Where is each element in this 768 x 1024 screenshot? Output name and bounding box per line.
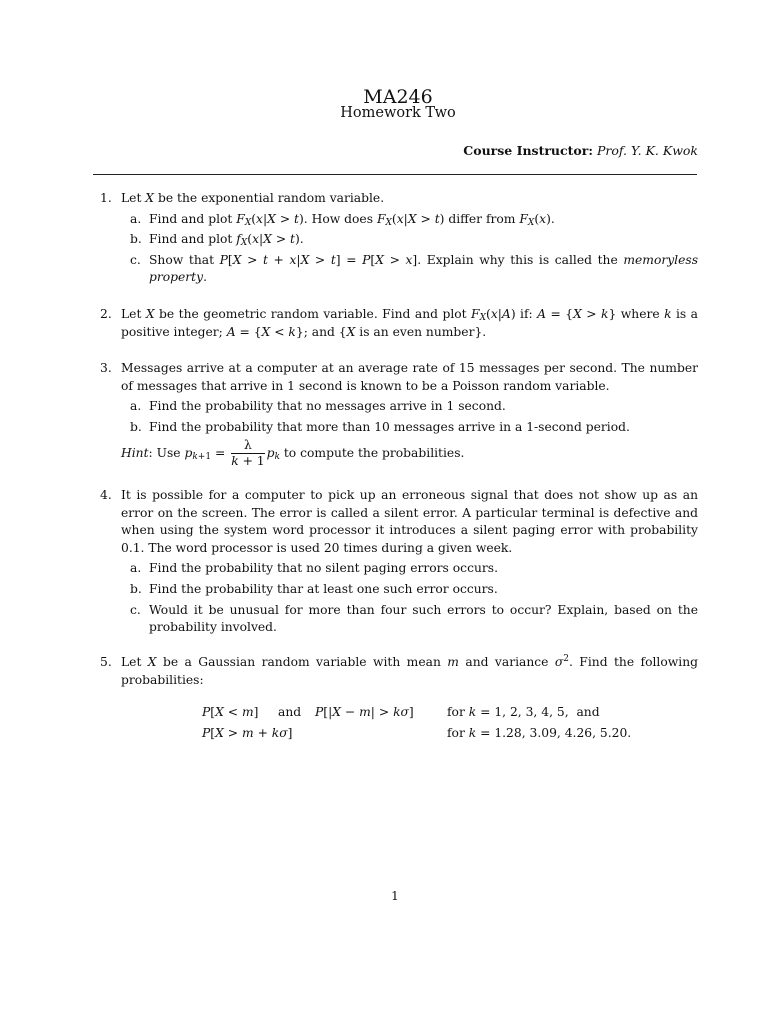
page-number: 1 xyxy=(391,889,399,903)
hint-label: Hint xyxy=(121,446,149,461)
instructor-label: Course Instructor: xyxy=(463,143,593,158)
hint-fraction xyxy=(231,438,264,469)
part-letter: a. xyxy=(130,399,142,414)
equation-left-1: P[X < m] xyxy=(202,705,259,719)
part-text: Find the probability thar at least one such error occurs. xyxy=(149,581,498,596)
equation-left-2: P[X > m + kσ] xyxy=(202,726,293,740)
course-code: MA246 xyxy=(363,86,433,108)
problem-part xyxy=(121,602,698,637)
problem-part xyxy=(121,560,698,578)
problem-text: Let X be a Gaussian random variable with mean m and variance $\sigma^2$. Find the following probabilities: xyxy=(121,654,698,687)
problem-4 xyxy=(100,487,698,637)
part-letter: c. xyxy=(130,252,141,267)
hint: Hint: Use $p_{k+1}$ = $\frac{\lambda}{k + 1}$ $p_k$ to compute the probabilities. xyxy=(121,438,465,469)
equation-and: and xyxy=(278,705,302,719)
problem-5 xyxy=(100,654,698,689)
problem-3 xyxy=(100,360,698,470)
part-text: Find the probability that no silent paging errors occurs. xyxy=(149,561,498,576)
part-text: Would it be unusual for more than four such errors to occur? Explain, based on the probability involved. xyxy=(149,602,698,635)
problem-part xyxy=(121,419,698,437)
problem-number: 5. xyxy=(100,655,112,669)
part-text: Find the probability that more than 10 messages arrive in a 1-second period. xyxy=(149,419,630,434)
equation-condition-2: for k = 1.28, 3.09, 4.26, 5.20. xyxy=(447,726,632,740)
problem-part: a. Find and plot $F_X(x|X > t)$. How does $F_X(x|X > t)$ differ from $F_X(x)$. xyxy=(130,211,555,228)
header-divider xyxy=(93,174,697,175)
problem-number: 1. xyxy=(100,191,112,205)
problem-part: b. Find and plot $f_X(x|X > t)$. xyxy=(130,232,304,249)
problem-number: 3. xyxy=(100,361,112,375)
fraction-denominator: k + 1 xyxy=(231,454,265,469)
part-letter: b. xyxy=(130,581,142,596)
part-letter: c. xyxy=(130,602,141,617)
problem-text: Messages arrive at a computer at an average rate of 15 messages per second. The number of messages that arrive in 1 second is known to be a Poisson random variable. xyxy=(121,361,698,393)
part-letter: a. xyxy=(130,211,142,226)
part-letter: b. xyxy=(130,419,142,434)
problem-part xyxy=(121,398,698,416)
problem-part xyxy=(121,581,698,599)
part-letter: a. xyxy=(130,561,142,576)
problem-number: 4. xyxy=(100,488,112,502)
problem-1 xyxy=(100,190,699,287)
problem-text: Let X be the exponential random variable. xyxy=(121,191,385,205)
fraction-numerator: λ xyxy=(231,438,264,454)
homework-title: Homework Two xyxy=(340,105,456,121)
instructor-line xyxy=(463,143,698,158)
problem-number: 2. xyxy=(100,307,112,321)
part-letter: b. xyxy=(130,232,142,247)
equation-condition-1: for k = 1, 2, 3, 4, 5, and xyxy=(447,705,600,719)
problem-2 xyxy=(100,306,698,341)
problem-part: c. Show that P[X > t + x|X > t] = P[X > x]. Explain why this is called the memoryless property. xyxy=(130,252,699,285)
problem-text: It is possible for a computer to pick up an erroneous signal that does not show up as an error on the screen. The error is called a silent error. A particular terminal is defective and when using the system word processor it introduces a silent paging error with probability 0.1. The word processor is used 20 times during a given week. xyxy=(121,488,698,555)
equation-right-1: P[|X − m| > kσ] xyxy=(315,705,414,719)
instructor-name: Prof. Y. K. Kwok xyxy=(596,143,698,158)
problem-text: Let X be the geometric random variable. Find and plot $F_X(x|A)$ if: A = {X > k} where k is a positive integer; A = {X < k}; and {X is an even number}. xyxy=(121,307,698,339)
part-text: Find the probability that no messages arrive in 1 second. xyxy=(149,399,506,414)
